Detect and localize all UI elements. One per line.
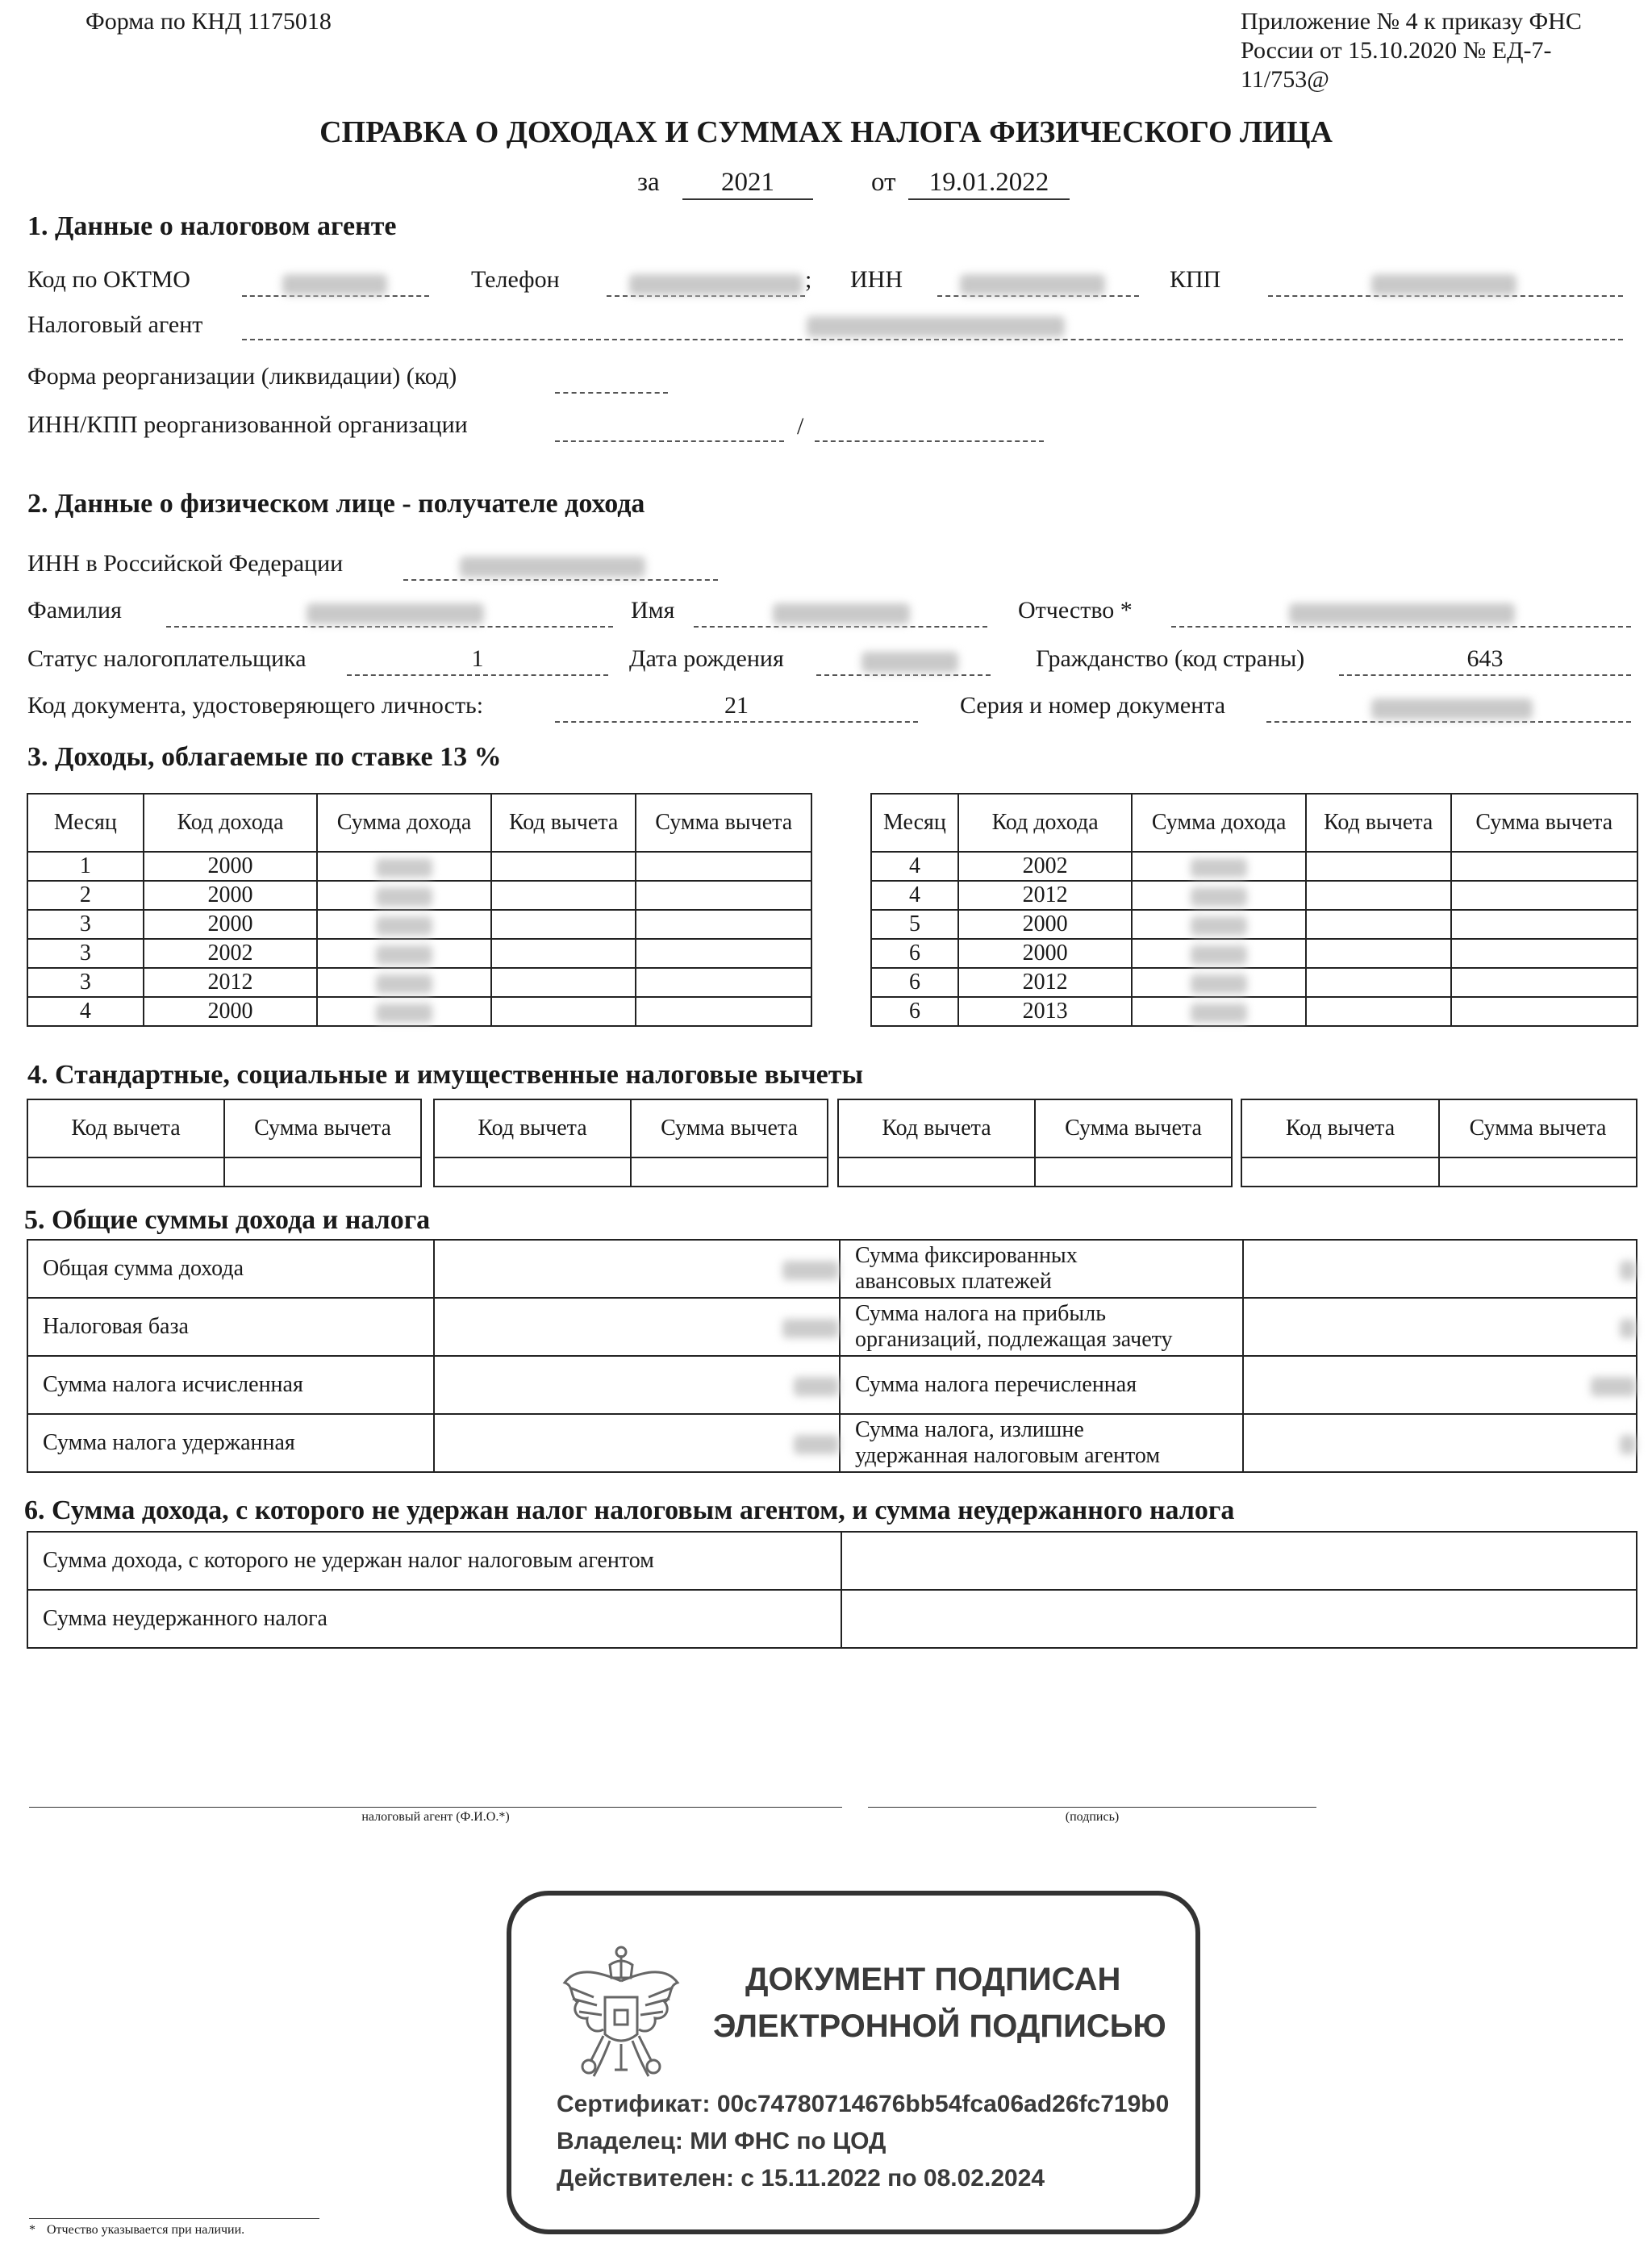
income-code-cell: 2000 bbox=[144, 881, 318, 910]
income-sum-cell bbox=[1132, 939, 1306, 968]
agent-signature-caption: налоговый агент (Ф.И.О.*) bbox=[361, 1810, 510, 1824]
deduction-sum-cell bbox=[636, 997, 811, 1026]
reorg-form-label: Форма реорганизации (ликвидации) (код) bbox=[27, 363, 457, 390]
col-deduction-sum: Сумма вычета bbox=[1451, 794, 1637, 852]
income-not-withheld-label: Сумма дохода, с которого не удержан налог налоговым агентом bbox=[27, 1532, 841, 1590]
deduction-sum-cell bbox=[636, 910, 811, 939]
month-cell: 4 bbox=[871, 881, 958, 910]
col-deduction-code: Код вычета bbox=[1241, 1099, 1439, 1157]
income-sum-cell bbox=[1132, 910, 1306, 939]
empty-cell bbox=[434, 1157, 631, 1187]
stamp-title-line-1: ДОКУМЕНТ ПОДПИСАН bbox=[745, 1962, 1121, 1997]
col-month: Месяц bbox=[27, 794, 144, 852]
profit-tax-label: Сумма налога на прибыль организаций, подлежащая зачету bbox=[840, 1298, 1243, 1356]
month-cell: 6 bbox=[871, 968, 958, 997]
doc-code-value: 21 bbox=[724, 692, 749, 719]
appendix-line-2: России от 15.10.2020 № ЕД-7- bbox=[1241, 37, 1552, 64]
table-row bbox=[871, 939, 1637, 968]
col-income-sum: Сумма дохода bbox=[1132, 794, 1306, 852]
doc-code-label: Код документа, удостоверяющего личность: bbox=[27, 692, 484, 719]
form-code: Форма по КНД 1175018 bbox=[86, 8, 332, 35]
income-sum-cell bbox=[317, 910, 491, 939]
surname-value-redacted bbox=[307, 603, 484, 624]
excess-withheld-value bbox=[1243, 1414, 1637, 1472]
empty-cell bbox=[631, 1157, 828, 1187]
deduction-sum-cell bbox=[1451, 881, 1637, 910]
phone-separator: ; bbox=[805, 266, 812, 293]
deduction-sum-cell bbox=[1451, 997, 1637, 1026]
signature-caption: (подпись) bbox=[1065, 1810, 1120, 1824]
income-code-cell: 2000 bbox=[958, 910, 1133, 939]
col-deduction-sum: Сумма вычета bbox=[224, 1099, 421, 1157]
table-row bbox=[27, 939, 811, 968]
income-code-cell: 2002 bbox=[144, 939, 318, 968]
income-code-cell: 2012 bbox=[144, 968, 318, 997]
not-withheld-table bbox=[27, 1531, 1637, 1649]
phone-value-redacted bbox=[629, 274, 803, 295]
deduction-sum-cell bbox=[636, 852, 811, 881]
doc-series-value-redacted bbox=[1371, 699, 1533, 719]
col-deduction-code: Код вычета bbox=[434, 1099, 631, 1157]
table-row bbox=[871, 881, 1637, 910]
income-sum-cell bbox=[317, 939, 491, 968]
electronic-signature-stamp bbox=[507, 1891, 1200, 2234]
deduction-sum-cell bbox=[1451, 939, 1637, 968]
deduction-code-cell bbox=[491, 997, 636, 1026]
appendix-line-3: 11/753@ bbox=[1241, 66, 1329, 93]
table-row bbox=[27, 968, 811, 997]
tax-base-value bbox=[434, 1298, 840, 1356]
birthdate-value-redacted bbox=[861, 652, 958, 673]
stamp-title-line-2: ЭЛЕКТРОННОЙ ПОДПИСЬЮ bbox=[713, 2008, 1166, 2044]
table-row bbox=[27, 881, 811, 910]
table-row bbox=[871, 968, 1637, 997]
coat-of-arms-icon bbox=[553, 1941, 689, 2086]
name-label: Имя bbox=[631, 597, 675, 624]
income-table-right bbox=[870, 793, 1638, 1027]
deduction-sum-cell bbox=[636, 968, 811, 997]
section2-heading: 2. Данные о физическом лице - получателе дохода bbox=[27, 489, 645, 519]
total-income-label: Общая сумма дохода bbox=[27, 1240, 434, 1298]
tax-calculated-label: Сумма налога исчисленная bbox=[27, 1356, 434, 1414]
income-code-cell: 2000 bbox=[144, 852, 318, 881]
footnote-text: Отчество указывается при наличии. bbox=[47, 2223, 245, 2237]
month-cell: 3 bbox=[27, 910, 144, 939]
phone-label: Телефон bbox=[471, 266, 560, 293]
tax-withheld-label: Сумма налога удержанная bbox=[27, 1414, 434, 1472]
empty-cell bbox=[27, 1157, 224, 1187]
income-sum-cell bbox=[1132, 968, 1306, 997]
col-deduction-sum: Сумма вычета bbox=[631, 1099, 828, 1157]
col-month: Месяц bbox=[871, 794, 958, 852]
name-value-redacted bbox=[773, 603, 910, 624]
date-label: от bbox=[871, 168, 896, 197]
deduction-code-cell bbox=[1306, 910, 1451, 939]
month-cell: 6 bbox=[871, 939, 958, 968]
table-row bbox=[871, 910, 1637, 939]
empty-cell bbox=[224, 1157, 421, 1187]
tax-calculated-value bbox=[434, 1356, 840, 1414]
reorg-separator: / bbox=[797, 413, 804, 440]
deductions-table-4 bbox=[1241, 1099, 1637, 1187]
empty-cell bbox=[1241, 1157, 1439, 1187]
income-code-cell: 2012 bbox=[958, 968, 1133, 997]
section5-heading: 5. Общие суммы дохода и налога bbox=[24, 1205, 431, 1235]
col-deduction-code: Код вычета bbox=[491, 794, 636, 852]
col-income-sum: Сумма дохода bbox=[317, 794, 491, 852]
month-cell: 3 bbox=[27, 939, 144, 968]
deduction-code-cell bbox=[1306, 997, 1451, 1026]
agent-inn-label: ИНН bbox=[850, 266, 903, 293]
patronymic-label: Отчество * bbox=[1018, 597, 1133, 624]
empty-cell bbox=[1035, 1157, 1232, 1187]
section1-heading: 1. Данные о налоговом агенте bbox=[27, 211, 397, 241]
col-deduction-sum: Сумма вычета bbox=[1035, 1099, 1232, 1157]
income-sum-cell bbox=[317, 997, 491, 1026]
table-row bbox=[871, 852, 1637, 881]
agent-name-label: Налоговый агент bbox=[27, 311, 203, 338]
col-deduction-code: Код вычета bbox=[838, 1099, 1035, 1157]
footnote-star: * bbox=[29, 2223, 35, 2237]
month-cell: 4 bbox=[27, 997, 144, 1026]
income-sum-cell bbox=[1132, 852, 1306, 881]
income-code-cell: 2012 bbox=[958, 881, 1133, 910]
deduction-code-cell bbox=[491, 910, 636, 939]
income-sum-cell bbox=[1132, 881, 1306, 910]
tax-base-label: Налоговая база bbox=[27, 1298, 434, 1356]
col-deduction-sum: Сумма вычета bbox=[1439, 1099, 1637, 1157]
person-inn-label: ИНН в Российской Федерации bbox=[27, 550, 344, 577]
empty-cell bbox=[838, 1157, 1035, 1187]
table-row bbox=[27, 910, 811, 939]
income-code-cell: 2002 bbox=[958, 852, 1133, 881]
deduction-code-cell bbox=[491, 852, 636, 881]
deduction-code-cell bbox=[1306, 968, 1451, 997]
year-label: за bbox=[637, 168, 660, 197]
tax-transferred-label: Сумма налога перечисленная bbox=[840, 1356, 1243, 1414]
total-income-value bbox=[434, 1240, 840, 1298]
deduction-sum-cell bbox=[1451, 968, 1637, 997]
month-cell: 3 bbox=[27, 968, 144, 997]
agent-inn-value-redacted bbox=[960, 274, 1105, 295]
income-code-cell: 2000 bbox=[144, 910, 318, 939]
income-sum-cell bbox=[1132, 997, 1306, 1026]
fixed-advance-label: Сумма фиксированных авансовых платежей bbox=[840, 1240, 1243, 1298]
empty-cell bbox=[1439, 1157, 1637, 1187]
doc-series-label: Серия и номер документа bbox=[960, 692, 1226, 719]
deduction-code-cell bbox=[1306, 881, 1451, 910]
fixed-advance-value bbox=[1243, 1240, 1637, 1298]
reorg-inn-label: ИНН/КПП реорганизованной организации bbox=[27, 411, 468, 438]
deduction-code-cell bbox=[491, 881, 636, 910]
month-cell: 1 bbox=[27, 852, 144, 881]
col-income-code: Код дохода bbox=[144, 794, 318, 852]
table-row bbox=[27, 997, 811, 1026]
deduction-sum-cell bbox=[1451, 852, 1637, 881]
deduction-code-cell bbox=[491, 968, 636, 997]
income-sum-cell bbox=[317, 852, 491, 881]
section4-heading: 4. Стандартные, социальные и имущественные налоговые вычеты bbox=[27, 1060, 863, 1090]
kpp-label: КПП bbox=[1170, 266, 1221, 293]
surname-label: Фамилия bbox=[27, 597, 122, 624]
month-cell: 5 bbox=[871, 910, 958, 939]
document-title: СПРАВКА О ДОХОДАХ И СУММАХ НАЛОГА ФИЗИЧЕСКОГО ЛИЦА bbox=[319, 115, 1333, 149]
status-value: 1 bbox=[471, 645, 484, 672]
stamp-certificate: Сертификат: 00c74780714676bb54fca06ad26fc719b0 bbox=[557, 2091, 1170, 2117]
totals-table bbox=[27, 1239, 1637, 1473]
col-deduction-code: Код вычета bbox=[1306, 794, 1451, 852]
appendix-line-1: Приложение № 4 к приказу ФНС bbox=[1241, 8, 1582, 35]
patronymic-value-redacted bbox=[1289, 603, 1515, 624]
tax-withheld-value bbox=[434, 1414, 840, 1472]
year-value: 2021 bbox=[721, 168, 774, 197]
stamp-owner: Владелец: МИ ФНС по ЦОД bbox=[557, 2128, 886, 2154]
table-row bbox=[27, 852, 811, 881]
month-cell: 6 bbox=[871, 997, 958, 1026]
section3-heading: 3. Доходы, облагаемые по ставке 13 % bbox=[27, 742, 502, 772]
section6-heading: 6. Сумма дохода, с которого не удержан налог налоговым агентом, и сумма неудержанного налога bbox=[24, 1495, 1235, 1525]
profit-tax-value bbox=[1243, 1298, 1637, 1356]
deduction-sum-cell bbox=[636, 939, 811, 968]
col-income-code: Код дохода bbox=[958, 794, 1133, 852]
person-inn-value-redacted bbox=[460, 557, 645, 578]
birthdate-label: Дата рождения bbox=[629, 645, 784, 672]
kpp-value-redacted bbox=[1371, 274, 1516, 295]
stamp-validity: Действителен: с 15.11.2022 по 08.02.2024 bbox=[557, 2165, 1045, 2192]
income-code-cell: 2013 bbox=[958, 997, 1133, 1026]
deduction-code-cell bbox=[1306, 939, 1451, 968]
deductions-table-2 bbox=[433, 1099, 828, 1187]
month-cell: 2 bbox=[27, 881, 144, 910]
tax-not-withheld-value bbox=[841, 1590, 1637, 1648]
month-cell: 4 bbox=[871, 852, 958, 881]
income-sum-cell bbox=[317, 968, 491, 997]
status-label: Статус налогоплательщика bbox=[27, 645, 307, 672]
agent-name-value-redacted bbox=[807, 316, 1065, 337]
tax-transferred-value bbox=[1243, 1356, 1637, 1414]
income-table-left bbox=[27, 793, 812, 1027]
citizenship-value: 643 bbox=[1466, 645, 1504, 672]
oktmo-label: Код по ОКТМО bbox=[27, 266, 190, 293]
deductions-table-3 bbox=[837, 1099, 1233, 1187]
oktmo-value-redacted bbox=[282, 274, 387, 295]
col-deduction-code: Код вычета bbox=[27, 1099, 224, 1157]
excess-withheld-label: Сумма налога, излишне удержанная налоговым агентом bbox=[840, 1414, 1243, 1472]
deduction-sum-cell bbox=[1451, 910, 1637, 939]
citizenship-label: Гражданство (код страны) bbox=[1036, 645, 1305, 672]
deduction-sum-cell bbox=[636, 881, 811, 910]
income-code-cell: 2000 bbox=[144, 997, 318, 1026]
income-not-withheld-value bbox=[841, 1532, 1637, 1590]
income-code-cell: 2000 bbox=[958, 939, 1133, 968]
table-row bbox=[871, 997, 1637, 1026]
deduction-code-cell bbox=[1306, 852, 1451, 881]
deduction-code-cell bbox=[491, 939, 636, 968]
deductions-table-1 bbox=[27, 1099, 422, 1187]
date-value: 19.01.2022 bbox=[928, 168, 1049, 197]
income-sum-cell bbox=[317, 881, 491, 910]
tax-not-withheld-label: Сумма неудержанного налога bbox=[27, 1590, 841, 1648]
col-deduction-sum: Сумма вычета bbox=[636, 794, 811, 852]
